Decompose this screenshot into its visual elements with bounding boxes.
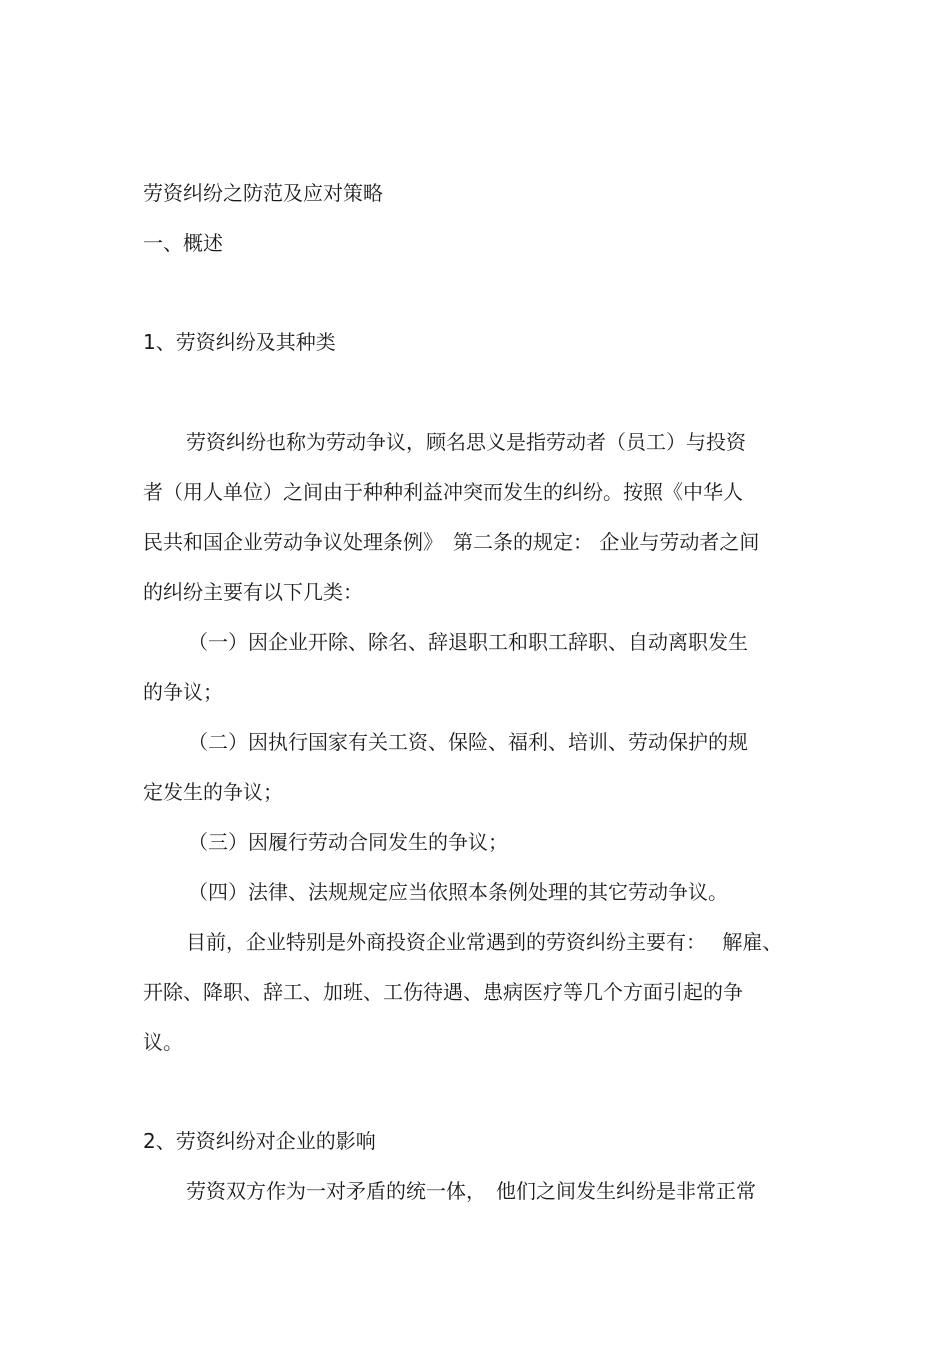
paragraph-line: 民共和国企业劳动争议处理条例》 第二条的规定： 企业与劳动者之间 — [143, 530, 760, 554]
list-item: （二）因执行国家有关工资、保险、福利、培训、劳动保护的规 — [188, 730, 748, 754]
paragraph-line: 劳资双方作为一对矛盾的统一体， 他们之间发生纠纷是非常正常 — [186, 1179, 756, 1203]
paragraph-line: 的纠纷主要有以下几类： — [143, 580, 363, 604]
paragraph-line: 议。 — [143, 1030, 183, 1054]
section-heading-overview: 一、概述 — [143, 231, 223, 255]
paragraph-line: 开除、降职、辞工、加班、工伤待遇、患病医疗等几个方面引起的争 — [143, 980, 743, 1004]
subsection-heading-impact: 2、劳资纠纷对企业的影响 — [143, 1129, 376, 1153]
list-item-continuation: 定发生的争议； — [143, 780, 283, 804]
subsection-heading-types: 1、劳资纠纷及其种类 — [143, 330, 336, 354]
list-item: （四）法律、法规规定应当依照本条例处理的其它劳动争议。 — [188, 880, 728, 904]
document-title: 劳资纠纷之防范及应对策略 — [143, 181, 383, 205]
list-item-continuation: 的争议； — [143, 680, 223, 704]
paragraph-line: 者（用人单位）之间由于种种利益冲突而发生的纠纷。按照《中华人 — [143, 480, 743, 504]
list-item: （一）因企业开除、除名、辞退职工和职工辞职、自动离职发生 — [188, 630, 748, 654]
list-item: （三）因履行劳动合同发生的争议； — [188, 830, 508, 854]
paragraph-line: 目前，企业特别是外商投资企业常遇到的劳资纠纷主要有： 解雇、 — [186, 930, 783, 954]
paragraph-line: 劳资纠纷也称为劳动争议，顾名思义是指劳动者（员工）与投资 — [186, 430, 746, 454]
